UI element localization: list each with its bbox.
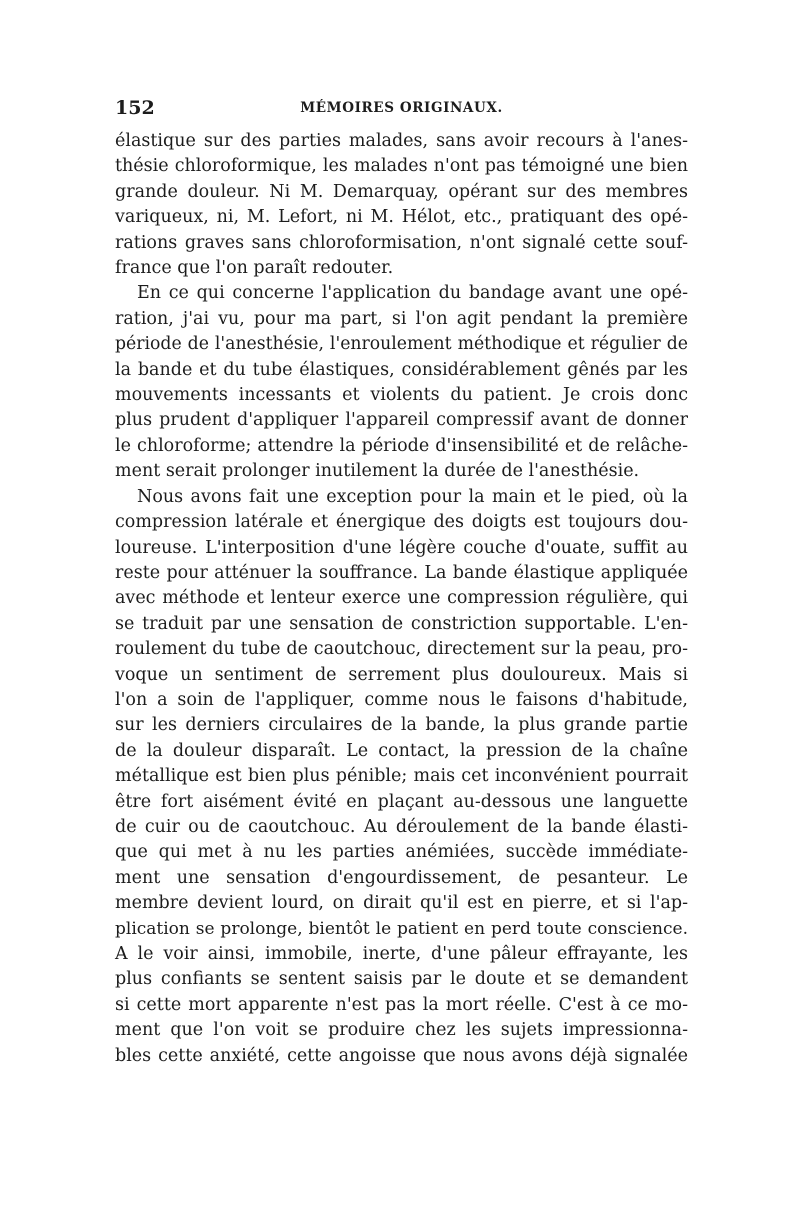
text-line: l'on a soin de l'appliquer, comme nous le faisons d'habitude, <box>115 689 688 710</box>
paragraph-3 <box>115 485 688 1069</box>
text-line: ment que l'on voit se produire chez les sujets impressionna- <box>115 1020 688 1041</box>
page-header <box>115 97 688 125</box>
text-line: reste pour atténuer la souffrance. La bande élastique appliquée <box>115 562 688 583</box>
text-line: ration, j'ai vu, pour ma part, si l'on agit pendant la première <box>115 308 688 329</box>
text-line: avec méthode et lenteur exerce une compression régulière, qui <box>115 588 688 609</box>
text-line: plication se prolonge, bientôt le patient en perd toute conscience. <box>115 918 688 939</box>
text-line: le chloroforme; attendre la période d'insensibilité et de relâche- <box>115 435 688 456</box>
text-line: Nous avons fait une exception pour la main et le pied, où la <box>137 486 688 507</box>
text-line: être fort aisément évité en plaçant au-dessous une languette <box>115 791 688 812</box>
text-line: plus confiants se sentent saisis par le doute et se demandent <box>115 969 688 990</box>
text-line: mouvements incessants et violents du patient. Je crois donc <box>115 385 688 406</box>
text-line: En ce qui concerne l'application du bandage avant une opé- <box>137 283 688 304</box>
text-line: si cette mort apparente n'est pas la mort réelle. C'est à ce mo- <box>115 994 688 1015</box>
text-line: bles cette anxiété, cette angoisse que nous avons déjà signalée <box>115 1045 688 1066</box>
text-line: de la douleur disparaît. Le contact, la pression de la chaîne <box>115 740 688 761</box>
text-line: élastique sur des parties malades, sans avoir recours à l'anes- <box>115 131 688 151</box>
text-line: thésie chloroformique, les malades n'ont pas témoigné une bien <box>115 156 688 177</box>
text-line: membre devient lourd, on dirait qu'il est en pierre, et si l'ap- <box>115 893 688 914</box>
text-line: loureuse. L'interposition d'une légère couche d'ouate, suffit au <box>115 537 688 558</box>
text-line: plus prudent d'appliquer l'appareil compressif avant de donner <box>115 410 688 431</box>
paragraph-2 <box>115 281 688 484</box>
text-line: variqueux, ni, M. Lefort, ni M. Hélot, etc., pratiquant des opé- <box>115 207 688 228</box>
text-line: période de l'anesthésie, l'enroulement méthodique et régulier de <box>115 334 688 355</box>
paragraph-1 <box>115 129 688 281</box>
text-line: A le voir ainsi, immobile, inerte, d'une pâleur effrayante, les <box>115 944 688 964</box>
text-line: france que l'on paraît redouter. <box>115 258 394 279</box>
text-line: métallique est bien plus pénible; mais cet inconvénient pourrait <box>115 766 688 787</box>
text-line: de cuir ou de caoutchouc. Au déroulement de la bande élasti- <box>115 816 688 837</box>
page-number: 152 <box>115 97 155 119</box>
text-line: voque un sentiment de serrement plus douloureux. Mais si <box>115 664 688 685</box>
body-text <box>115 129 688 1069</box>
text-line: la bande et du tube élastiques, considérablement gênés par les <box>115 359 688 380</box>
book-page <box>115 97 688 1069</box>
text-line: roulement du tube de caoutchouc, directement sur la peau, pro- <box>115 639 688 660</box>
text-line: grande douleur. Ni M. Demarquay, opérant sur des membres <box>115 181 688 202</box>
text-line: ment une sensation d'engourdissement, de pesanteur. Le <box>115 867 688 888</box>
text-line: compression latérale et énergique des doigts est toujours dou- <box>115 512 688 533</box>
text-line: se traduit par une sensation de constriction supportable. L'en- <box>115 613 688 634</box>
text-line: que qui met à nu les parties anémiées, succède immédiate- <box>115 842 688 863</box>
running-title: MÉMOIRES ORIGINAUX. <box>300 100 503 116</box>
text-line: rations graves sans chloroformisation, n'ont signalé cette souf- <box>115 232 688 253</box>
text-line: sur les derniers circulaires de la bande, la plus grande partie <box>115 715 688 736</box>
text-line: ment serait prolonger inutilement la durée de l'anesthésie. <box>115 461 640 482</box>
